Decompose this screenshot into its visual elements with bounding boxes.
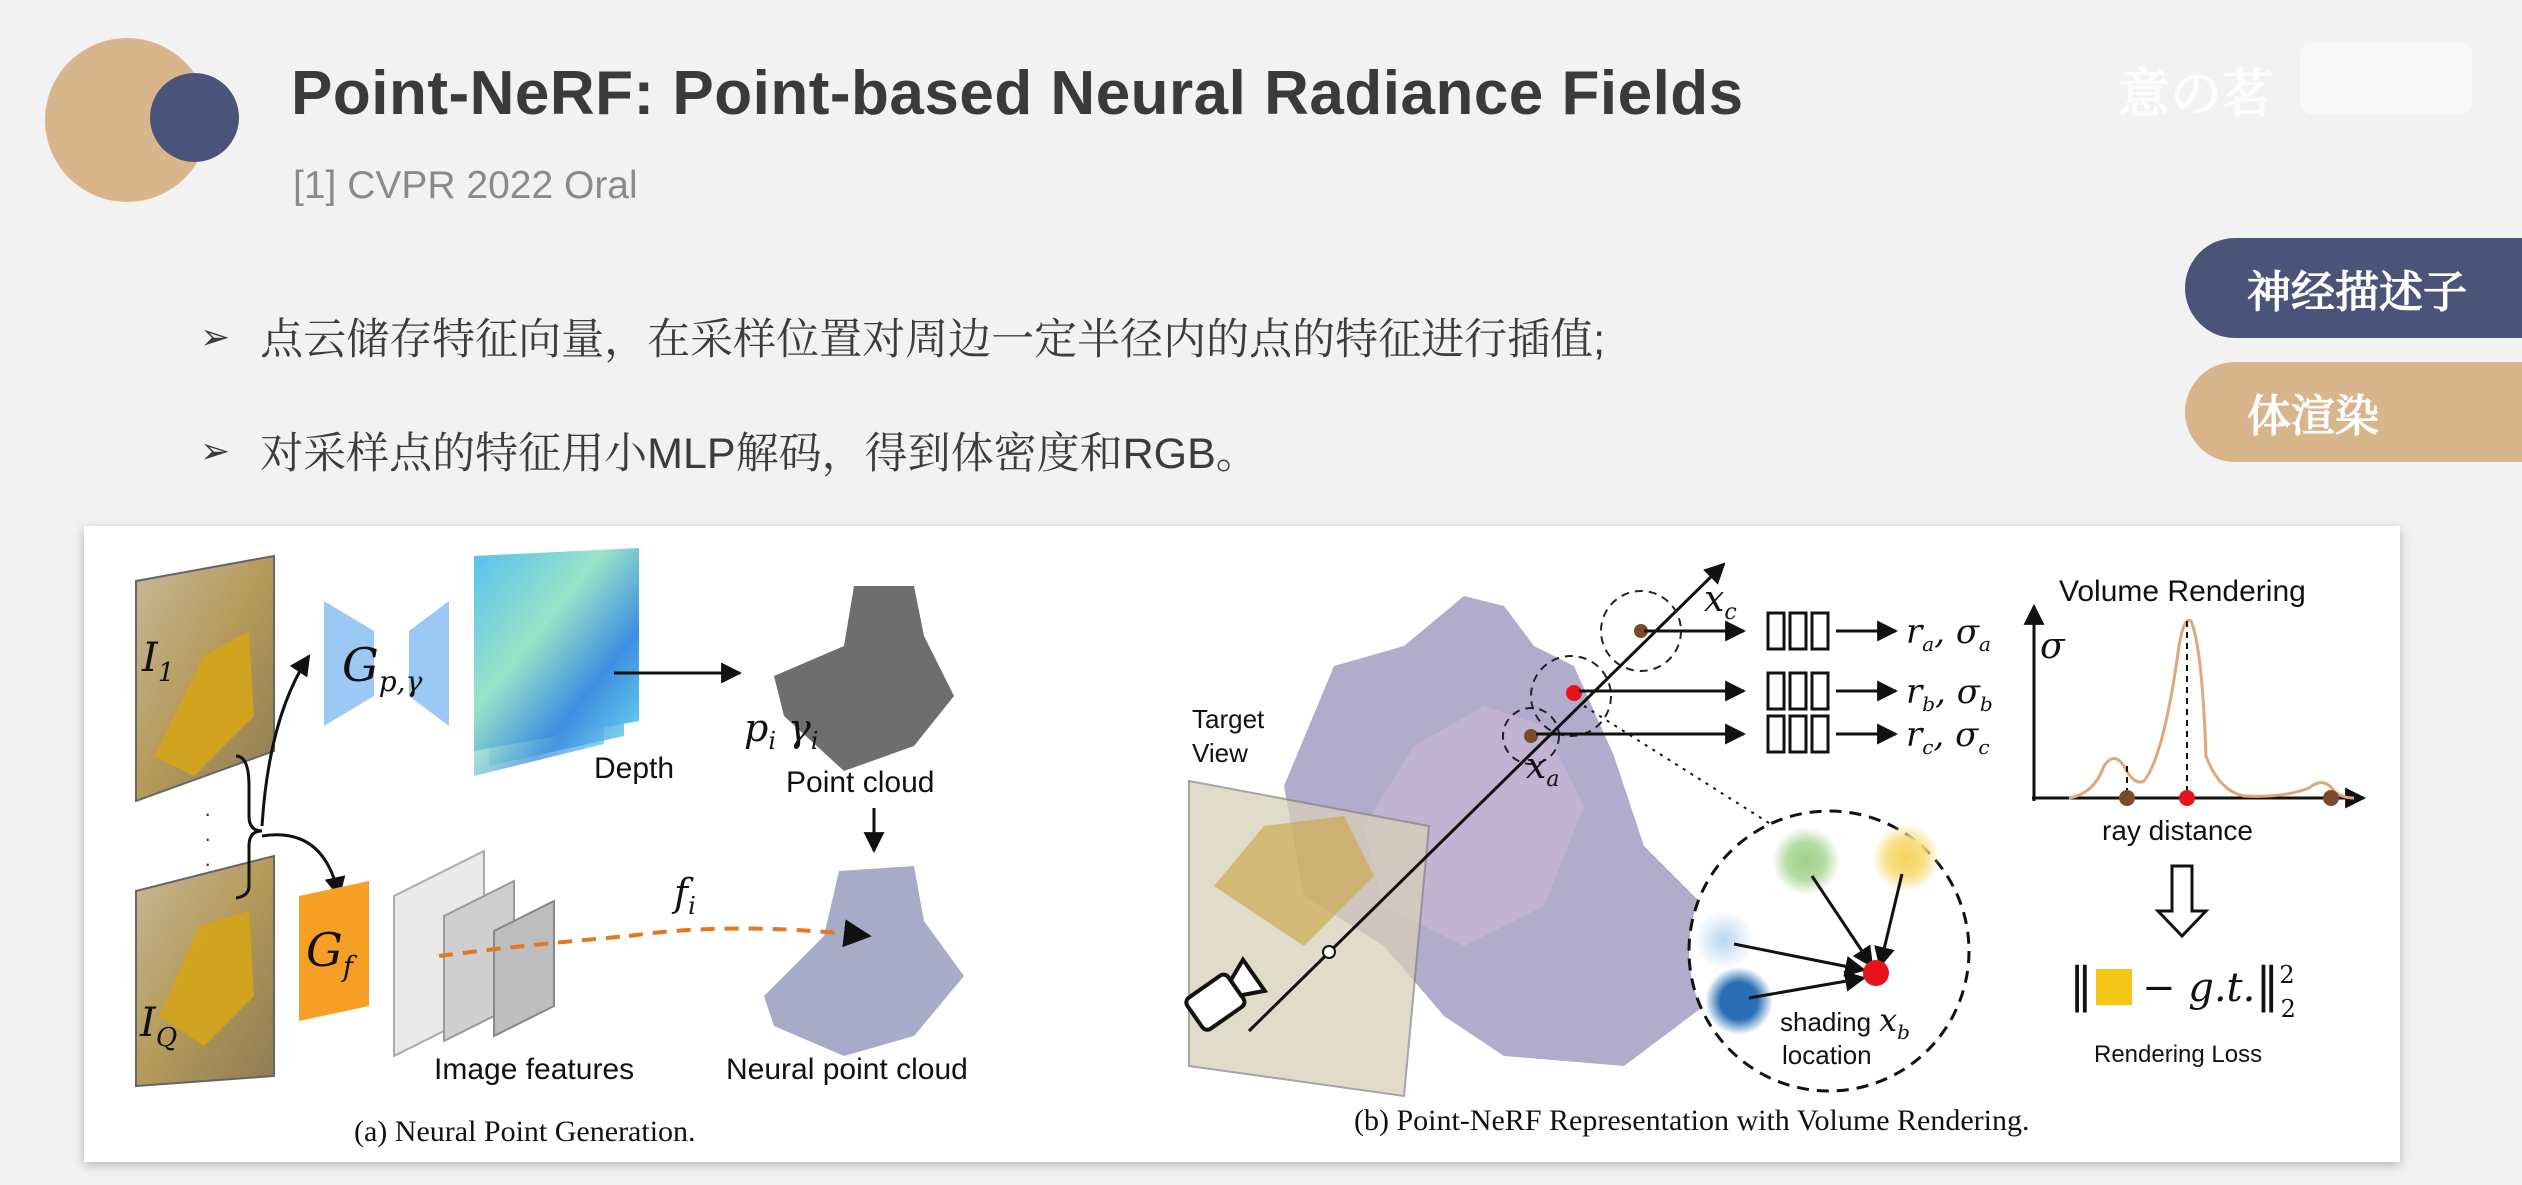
label-gt: g.t. bbox=[2188, 965, 2256, 1011]
label-ray-distance: ray distance bbox=[2102, 815, 2253, 846]
mlp-block-c bbox=[1768, 716, 1828, 752]
loss-sub: 2 bbox=[2280, 995, 2296, 1023]
depth-map-front bbox=[474, 548, 639, 751]
label-gamma: γ bbox=[788, 706, 811, 750]
label-volume-rendering: Volume Rendering bbox=[2059, 575, 2306, 608]
label-target-view-line1: Target bbox=[1192, 704, 1265, 734]
label-gamma-sub: i bbox=[810, 727, 819, 755]
bullet-arrow-icon: ➢ bbox=[200, 429, 231, 471]
shading-point bbox=[1863, 960, 1889, 986]
figure-canvas bbox=[84, 526, 2400, 1162]
label-target-view-line2: View bbox=[1192, 738, 1248, 768]
label-xa: x bbox=[1526, 746, 1547, 787]
paper-figure bbox=[84, 526, 2400, 1162]
page-title: Point-NeRF: Point-based Neural Radiance Fields bbox=[291, 59, 1744, 128]
loss-sup: 2 bbox=[2279, 961, 2295, 989]
label-pi: p bbox=[744, 706, 769, 750]
label-xb: x bbox=[1879, 1001, 1898, 1039]
encoder-gpgamma-right bbox=[409, 601, 449, 726]
tab-label: 神经描述子 bbox=[2247, 268, 2467, 317]
sample-point-b bbox=[1566, 685, 1582, 701]
svg-text:fi bbox=[671, 871, 696, 920]
label-neural-point-cloud: Neural point cloud bbox=[726, 1053, 968, 1086]
loss-left-norm: ‖ bbox=[2069, 957, 2093, 1013]
decorative-circle-navy bbox=[150, 73, 239, 162]
rendered-color-swatch bbox=[2096, 969, 2132, 1005]
label-point-cloud: Point cloud bbox=[786, 766, 935, 799]
label-gf: G bbox=[306, 923, 343, 977]
label-image-features: Image features bbox=[434, 1053, 635, 1086]
plot-point-c bbox=[2323, 790, 2339, 806]
panel-b bbox=[1184, 564, 2364, 1137]
output-b: $r_b$, $\sigma_b$ bbox=[1906, 672, 1993, 716]
svg-text:·: · bbox=[204, 826, 212, 851]
svg-text:− g.t.‖22: − g.t.‖$^2$ 2 bbox=[2142, 957, 2296, 1023]
neighbor-point-lightblue bbox=[1694, 910, 1754, 970]
svg-text:piγi bbox=[744, 706, 818, 755]
tab-volume-rendering[interactable] bbox=[2185, 362, 2522, 462]
bullet-text: 点云储存特征向量，在采样位置对周边一定半径内的点的特征进行插值; bbox=[260, 316, 1606, 364]
neural-point-cloud bbox=[764, 866, 964, 1056]
label-fi-sub: i bbox=[688, 892, 696, 920]
ellipsis-dots: · bbox=[204, 801, 212, 826]
bullet-text: 对采样点的特征用小MLP解码，得到体密度和RGB。 bbox=[260, 430, 1259, 478]
mlp-block-a bbox=[1768, 613, 1828, 649]
label-I1-sub: 1 bbox=[157, 658, 175, 688]
svg-text:xc bbox=[1704, 579, 1737, 625]
neighbor-point-blue bbox=[1705, 967, 1773, 1035]
bullet-item bbox=[200, 420, 1259, 481]
plot-point-b bbox=[2179, 790, 2195, 806]
neighbor-point-green bbox=[1772, 827, 1840, 895]
mlp-block-b bbox=[1768, 673, 1828, 709]
output-c: $r_c$, $\sigma_c$ bbox=[1906, 715, 1990, 759]
label-sigma-axis: σ bbox=[2040, 626, 2065, 667]
bullet-arrow-icon: ➢ bbox=[200, 315, 231, 357]
page-subtitle: [1] CVPR 2022 Oral bbox=[293, 164, 638, 207]
label-xc-sub: c bbox=[1724, 600, 1737, 625]
label-location: location bbox=[1782, 1040, 1872, 1070]
label-IQ-sub: Q bbox=[155, 1023, 178, 1053]
neighbor-point-yellow bbox=[1872, 824, 1940, 892]
svg-text:·: · bbox=[204, 851, 212, 876]
tab-label: 体渲染 bbox=[2247, 392, 2379, 441]
label-fi: f bbox=[674, 871, 689, 915]
label-gf-sub: f bbox=[342, 950, 354, 983]
watermark-text: 意の茗 bbox=[2118, 66, 2275, 124]
caption-b: (b) Point-NeRF Representation with Volume Rendering. bbox=[1354, 1104, 2030, 1137]
label-gpgamma: G bbox=[342, 638, 379, 692]
ray-pixel bbox=[1323, 946, 1335, 958]
output-a: $r_a$, $\sigma_a$ bbox=[1906, 612, 1991, 656]
label-xb-sub: b bbox=[1897, 1020, 1910, 1044]
label-depth: Depth bbox=[594, 752, 675, 785]
density-curve bbox=[2069, 620, 2354, 798]
label-shading: shading $x_b$ bbox=[1780, 1001, 1910, 1044]
label-pi-sub: i bbox=[768, 727, 777, 755]
label-xc: x bbox=[1704, 579, 1725, 620]
label-IQ: I bbox=[140, 1000, 156, 1046]
caption-a: (a) Neural Point Generation. bbox=[354, 1115, 696, 1148]
label-xa-sub: a bbox=[1546, 767, 1560, 792]
panel-a bbox=[136, 548, 968, 1148]
label-rendering-loss: Rendering Loss bbox=[2094, 1041, 2263, 1068]
label-gpgamma-sub: p,γ bbox=[378, 665, 423, 698]
tab-neural-descriptor[interactable] bbox=[2185, 238, 2522, 338]
plot-point-a bbox=[2119, 790, 2135, 806]
bullet-item bbox=[200, 306, 1605, 367]
down-arrow-icon bbox=[2158, 866, 2206, 936]
watermark-logo bbox=[2300, 42, 2472, 114]
label-I1: I bbox=[142, 635, 158, 681]
sample-point-a bbox=[1524, 729, 1538, 743]
